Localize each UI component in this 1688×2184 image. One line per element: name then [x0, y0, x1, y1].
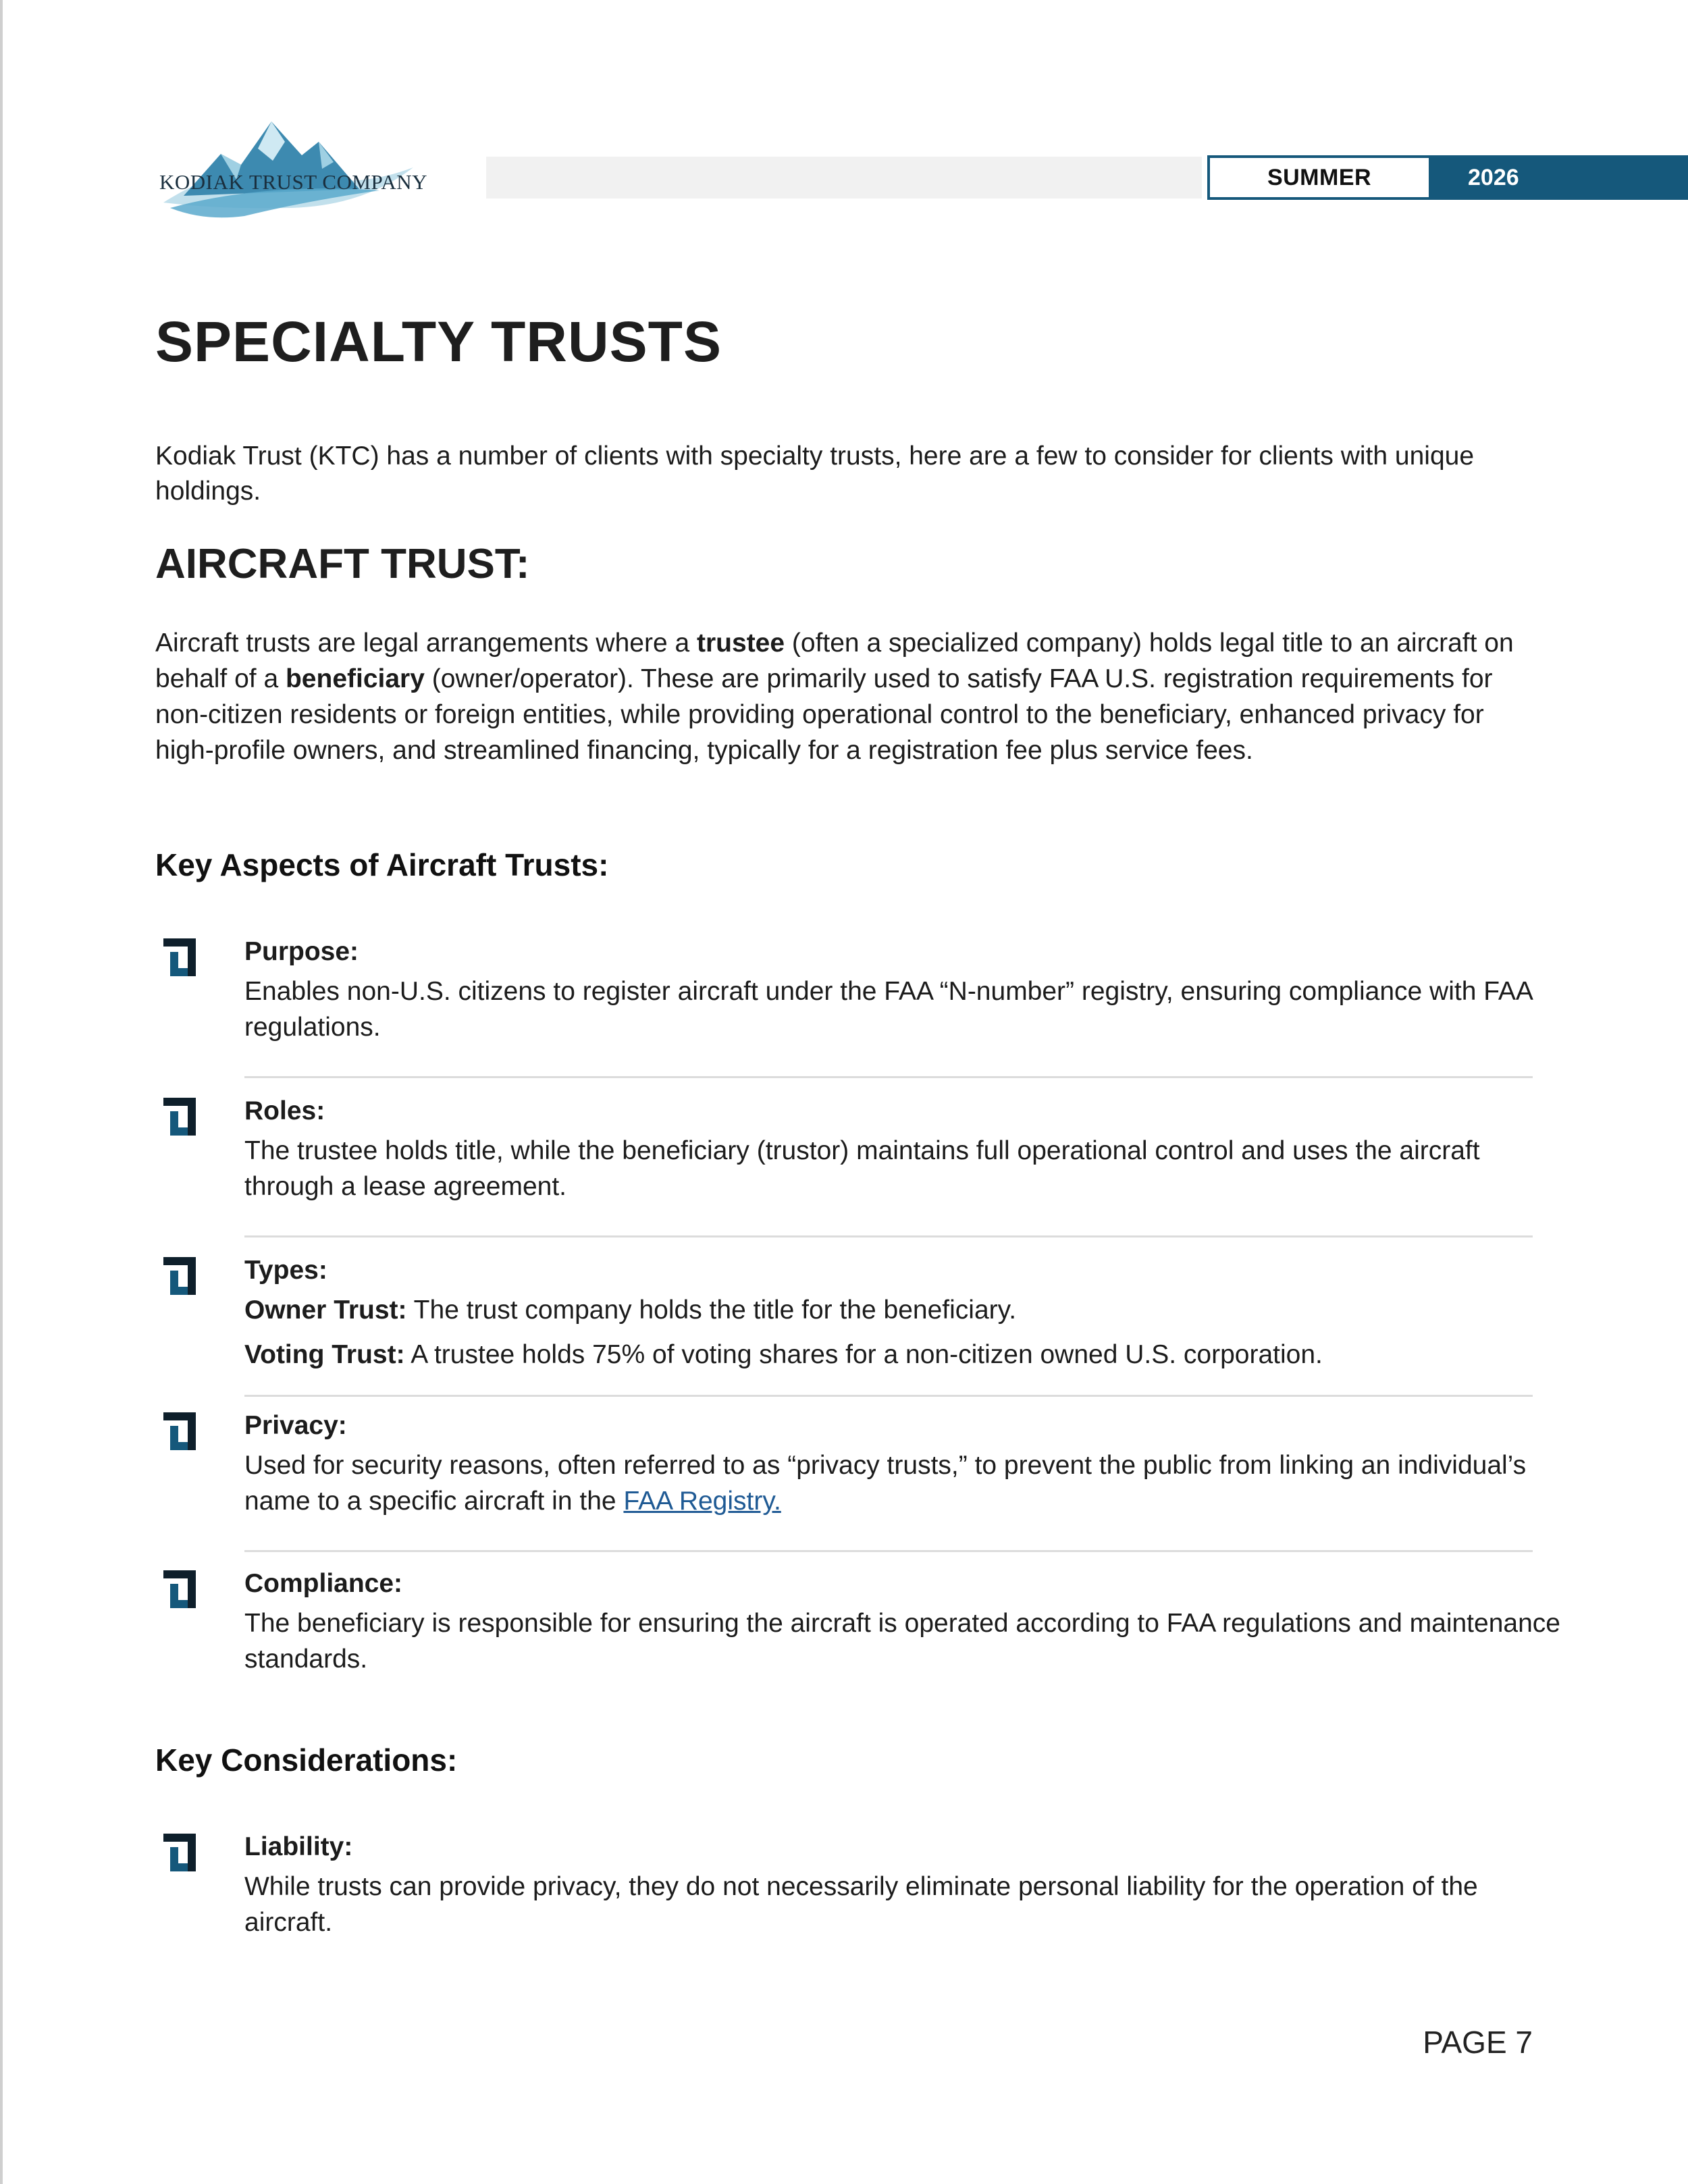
logo-text: KODIAK TRUST COMPANY: [159, 170, 428, 194]
item-description: [244, 1447, 1561, 1519]
key-aspects-heading: Key Aspects of Aircraft Trusts:: [155, 847, 609, 882]
square-bracket-icon: [161, 1568, 200, 1611]
divider: [244, 1235, 1533, 1237]
item-description: While trusts can provide privacy, they do not necessarily eliminate personal liability for the operation of the aircraft.: [244, 1872, 1478, 1937]
item-label: Purpose:: [244, 937, 359, 966]
section-title-aircraft-trust: AIRCRAFT TRUST:: [155, 541, 530, 587]
company-logo: [157, 115, 447, 223]
owner-trust-text: The trust company holds the title for the beneficiary.: [406, 1296, 1017, 1325]
square-bracket-icon: [161, 1831, 200, 1874]
square-bracket-icon: [161, 1095, 200, 1138]
item-label: Liability:: [244, 1832, 353, 1861]
season-label: SUMMER: [1207, 155, 1431, 200]
para-text: (often a specialized company) holds legal title to an aircraft on behalf of a: [155, 629, 1514, 693]
key-considerations-heading: Key Considerations:: [155, 1742, 458, 1778]
owner-trust-line: [244, 1292, 1561, 1328]
divider: [244, 1076, 1533, 1078]
page-title: SPECIALTY TRUSTS: [155, 310, 722, 373]
year-label: 2026: [1429, 155, 1688, 200]
trustee-term: trustee: [697, 629, 785, 658]
item-description: Enables non-U.S. citizens to register aircraft under the FAA “N-number” registry, ensuring compliance with FAA regulations.: [244, 977, 1532, 1042]
item-description: The beneficiary is responsible for ensuring the aircraft is operated according to FAA regulations and maintenance standards.: [244, 1609, 1560, 1674]
divider: [244, 1395, 1533, 1397]
aircraft-trust-description: [155, 625, 1546, 768]
mountain-logo-icon: [157, 115, 447, 223]
privacy-text: Used for security reasons, often referred to as “privacy trusts,” to prevent the public from linking an individual’s name to a specific aircraft in the: [244, 1451, 1527, 1516]
para-text: Aircraft trusts are legal arrangements where a: [155, 629, 697, 658]
item-description: The trustee holds title, while the beneficiary (trustor) maintains full operational control and uses the aircraft through a lease agreement.: [244, 1136, 1480, 1201]
page-left-edge: [0, 0, 3, 2184]
square-bracket-icon: [161, 1254, 200, 1298]
item-label: Roles:: [244, 1096, 325, 1125]
header-bar: [486, 157, 1202, 198]
page-number: PAGE 7: [1423, 2025, 1533, 2060]
item-label: Compliance:: [244, 1569, 403, 1598]
para-text: (owner/operator). These are primarily used to satisfy FAA U.S. registration requirements for non-citizen residents or foreign entities, while providing operational control to the beneficiary, enhanced privacy for high-profile owners, and streamlined financing, typically for a registration fee plus service fees.: [155, 664, 1493, 765]
voting-trust-text: A trustee holds 75% of voting shares for a non-citizen owned U.S. corporation.: [404, 1340, 1323, 1369]
beneficiary-term: beneficiary: [285, 664, 425, 693]
square-bracket-icon: [161, 1410, 200, 1453]
faa-registry-link[interactable]: FAA Registry.: [623, 1487, 781, 1516]
square-bracket-icon: [161, 936, 200, 979]
divider: [244, 1550, 1533, 1552]
voting-trust-label: Voting Trust:: [244, 1340, 405, 1369]
voting-trust-line: [244, 1337, 1561, 1373]
item-label: Privacy:: [244, 1411, 347, 1440]
owner-trust-label: Owner Trust:: [244, 1296, 407, 1325]
item-label: Types:: [244, 1256, 327, 1285]
intro-paragraph: Kodiak Trust (KTC) has a number of clients with specialty trusts, here are a few to consider for clients with unique holdings.: [155, 442, 1475, 506]
